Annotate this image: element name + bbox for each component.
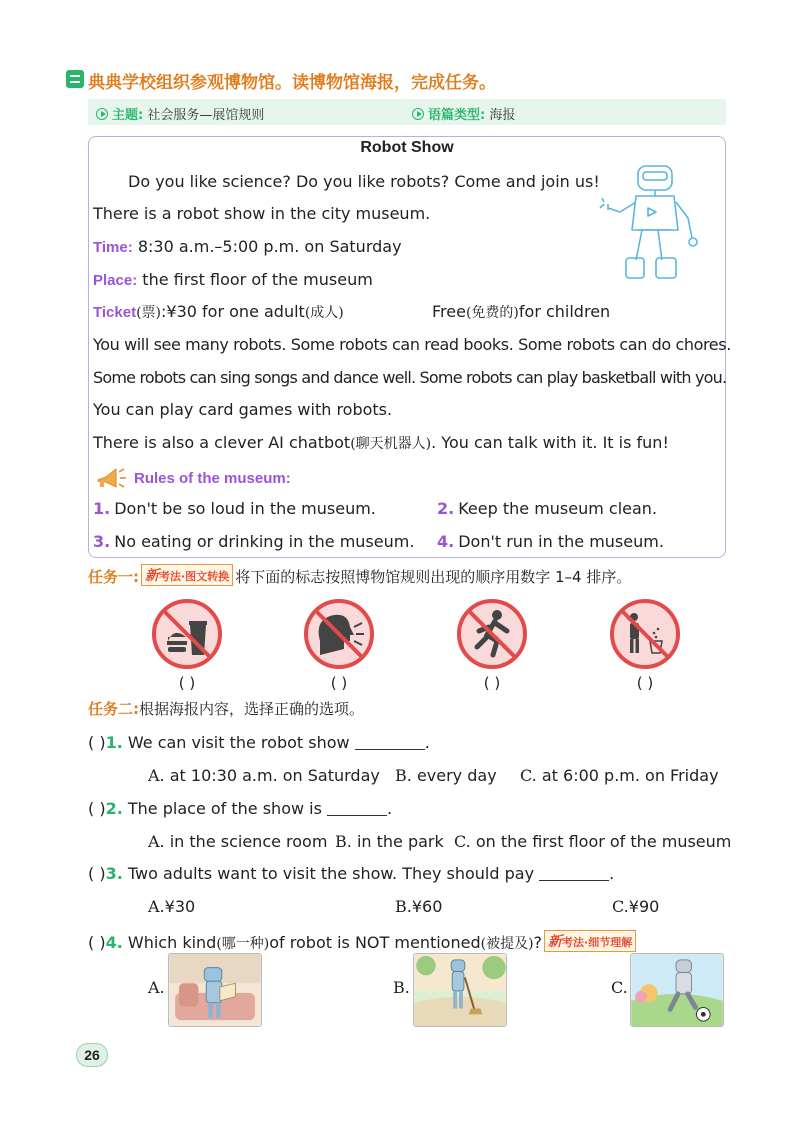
exercise-instruction: 典典学校组织参观博物馆。读博物馆海报，完成任务。 bbox=[88, 73, 496, 93]
answer-paren[interactable]: ( ) bbox=[88, 933, 106, 952]
option[interactable]: A.¥30 bbox=[148, 897, 196, 916]
option[interactable]: A. in the science room bbox=[148, 832, 328, 851]
rule-item: 3. No eating or drinking in the museum. bbox=[93, 532, 415, 551]
poster-free: Free(免费的)for children bbox=[432, 302, 611, 321]
answer-blank[interactable] bbox=[539, 880, 609, 881]
poster-place: Place: the first floor of the museum bbox=[93, 270, 373, 289]
exam-badge: 新考法·图文转换 bbox=[141, 564, 233, 586]
list-icon bbox=[66, 70, 84, 88]
rules-title: Rules of the museum: bbox=[134, 470, 291, 487]
no-running-icon bbox=[455, 597, 529, 671]
ticket-label: Ticket bbox=[93, 304, 137, 321]
task2-heading: 任务二:根据海报内容，选择正确的选项。 bbox=[88, 700, 365, 718]
poster-time: Time: 8:30 a.m.–5:00 p.m. on Saturday bbox=[93, 237, 402, 256]
poster-body-2: Some robots can sing songs and dance well. Some robots can play basketball with you. bbox=[93, 368, 727, 387]
answer-blank[interactable] bbox=[355, 749, 425, 750]
robot-football-image[interactable] bbox=[630, 953, 724, 1027]
question-3: ( )3. Two adults want to visit the show. They should pay . bbox=[88, 864, 615, 883]
option-label[interactable]: C. bbox=[611, 978, 628, 997]
answer-paren[interactable]: ( ) bbox=[178, 674, 196, 692]
page-number: 26 bbox=[76, 1043, 108, 1067]
answer-blank[interactable] bbox=[327, 815, 387, 816]
rule-item: 2. Keep the museum clean. bbox=[437, 499, 658, 518]
question-4: ( )4. Which kind(哪一种)of robot is NOT mentioned(被提及)? 新考法·细节理解 bbox=[88, 930, 638, 953]
play-circle-icon bbox=[96, 108, 108, 120]
option[interactable]: C.¥90 bbox=[612, 897, 660, 916]
option[interactable]: C. at 6:00 p.m. on Friday bbox=[520, 766, 719, 785]
task1-heading: 任务一: 新考法·图文转换 将下面的标志按照博物馆规则出现的顺序用数字 1–4 排序。 bbox=[88, 564, 631, 587]
robot-sweeping-image[interactable] bbox=[413, 953, 507, 1027]
answer-paren[interactable]: ( ) bbox=[483, 674, 501, 692]
genre-item: 语篇类型: 海报 bbox=[412, 104, 515, 123]
option-label[interactable]: B. bbox=[393, 978, 410, 997]
option[interactable]: A. at 10:30 a.m. on Saturday bbox=[148, 766, 380, 785]
poster-ticket: Ticket(票):¥30 for one adult(成人) bbox=[93, 302, 344, 321]
topic-item: 主题: 社会服务—展馆规则 bbox=[96, 104, 264, 123]
time-label: Time: bbox=[93, 239, 133, 256]
question-2: ( )2. The place of the show is . bbox=[88, 799, 393, 818]
answer-paren[interactable]: ( ) bbox=[88, 733, 106, 752]
answer-paren[interactable]: ( ) bbox=[88, 799, 106, 818]
answer-paren[interactable]: ( ) bbox=[636, 674, 654, 692]
place-label: Place: bbox=[93, 272, 138, 289]
robot-illustration bbox=[596, 158, 702, 284]
option[interactable]: B. in the park bbox=[335, 832, 444, 851]
question-1: ( )1. We can visit the robot show . bbox=[88, 733, 430, 752]
rule-item: 4. Don't run in the museum. bbox=[437, 532, 664, 551]
answer-paren[interactable]: ( ) bbox=[88, 864, 106, 883]
robot-reading-image[interactable] bbox=[168, 953, 262, 1027]
poster-title: Robot Show bbox=[360, 139, 454, 156]
play-circle-icon bbox=[412, 108, 424, 120]
poster-body-3: You can play card games with robots. bbox=[93, 400, 393, 419]
megaphone-icon bbox=[94, 466, 128, 490]
option-label[interactable]: A. bbox=[148, 978, 165, 997]
option[interactable]: B.¥60 bbox=[395, 897, 443, 916]
poster-body-4: There is also a clever AI chatbot(聊天机器人). You can talk with it. It is fun! bbox=[93, 433, 669, 452]
no-loud-icon bbox=[302, 597, 376, 671]
rule-item: 1. Don't be so loud in the museum. bbox=[93, 499, 376, 518]
no-food-drink-icon bbox=[150, 597, 224, 671]
option[interactable]: C. on the first floor of the museum bbox=[454, 832, 732, 851]
poster-intro-2: There is a robot show in the city museum. bbox=[93, 204, 431, 223]
no-littering-icon bbox=[608, 597, 682, 671]
option[interactable]: B. every day bbox=[395, 766, 497, 785]
exam-badge: 新考法·细节理解 bbox=[544, 930, 636, 952]
poster-intro-1: Do you like science? Do you like robots? Come and join us! bbox=[128, 172, 600, 191]
poster-body-1: You will see many robots. Some robots can read books. Some robots can do chores. bbox=[93, 335, 731, 354]
answer-paren[interactable]: ( ) bbox=[330, 674, 348, 692]
